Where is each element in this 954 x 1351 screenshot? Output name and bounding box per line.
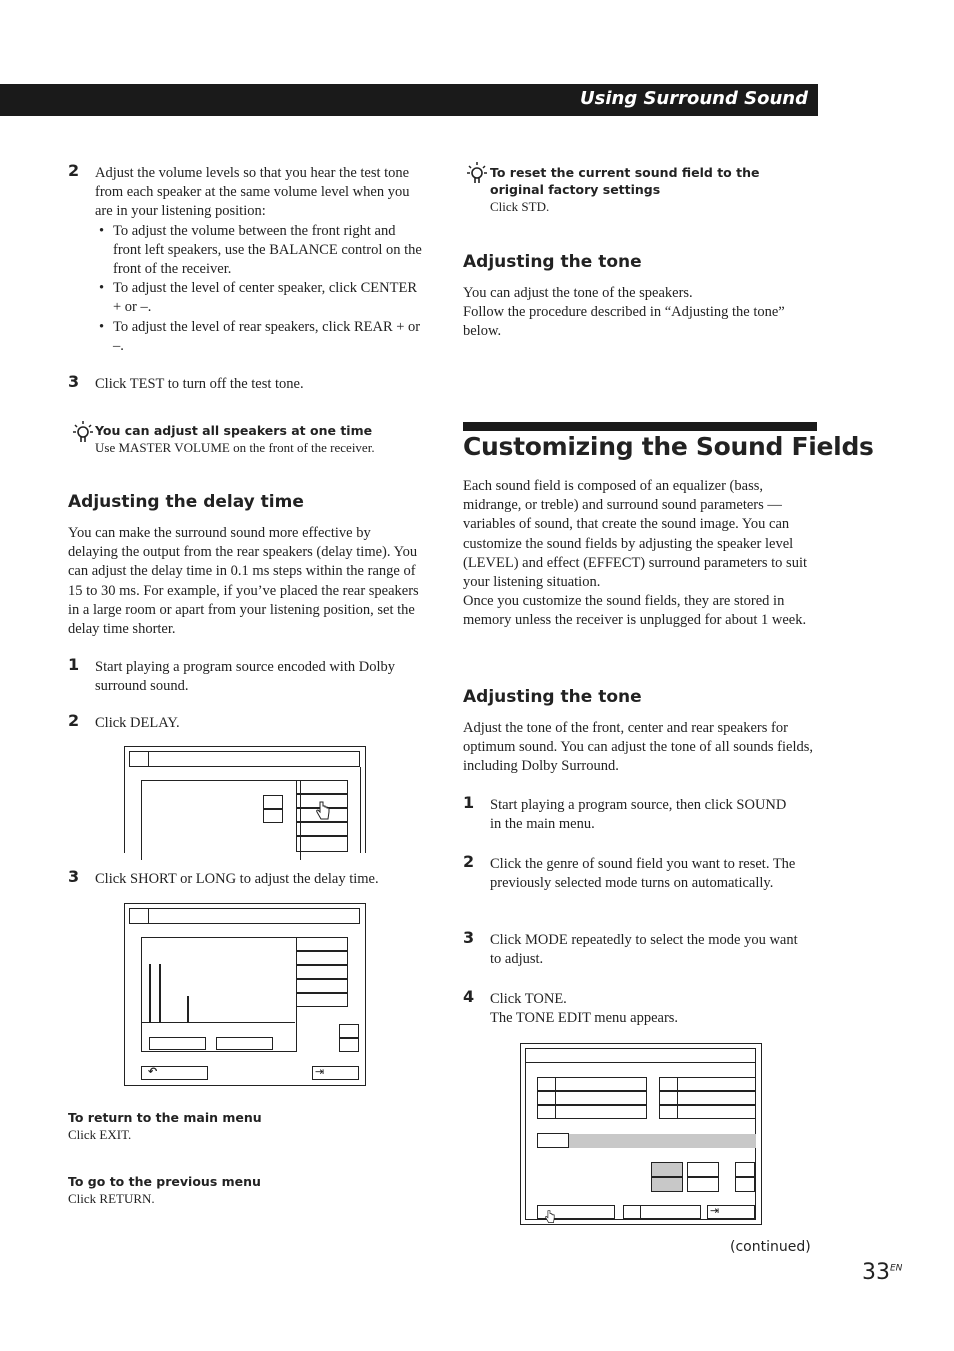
tip-title: To reset the current sound field to the original factory settings xyxy=(490,165,760,197)
tone-body-1: You can adjust the tone of the speakers. Follow the procedure described in “Adjusting the tone” below. xyxy=(463,285,785,340)
screen-button[interactable] xyxy=(296,965,348,979)
right-tip xyxy=(490,164,800,215)
screen-slider[interactable] xyxy=(677,1105,756,1119)
screen-title-box xyxy=(129,908,149,924)
screen-slider[interactable] xyxy=(555,1077,647,1091)
tip-icon-wrap xyxy=(72,420,94,450)
page-suffix: EN xyxy=(890,1263,903,1274)
screen-button[interactable] xyxy=(296,951,348,965)
step-text: Start playing a program source encoded with Dolby surround sound. xyxy=(95,659,395,695)
lightbulb-icon xyxy=(72,420,94,446)
delay-adjust-screen xyxy=(124,903,366,1086)
step-number: 3 xyxy=(68,867,80,886)
step-text: Click DELAY. xyxy=(95,715,180,731)
page-number-wrap xyxy=(862,1260,902,1285)
screen-button[interactable] xyxy=(296,937,348,951)
step-number: 1 xyxy=(463,793,475,812)
exit-button[interactable] xyxy=(707,1205,755,1219)
bullet-item: • To adjust the level of rear speakers, click REAR + or –. xyxy=(95,318,425,356)
screen-slider[interactable] xyxy=(677,1077,756,1091)
step-number: 3 xyxy=(463,928,475,947)
step-text: Click the genre of sound field you want to reset. The previously selected mode turns on automatically. xyxy=(490,856,796,892)
screen-label-box xyxy=(537,1105,556,1119)
screen-button[interactable] xyxy=(735,1177,755,1192)
tone-heading-1: Adjusting the tone xyxy=(463,252,642,272)
step-number: 3 xyxy=(68,372,80,391)
tip-body: Click STD. xyxy=(490,199,550,214)
screen-button[interactable] xyxy=(296,836,348,852)
screen-button[interactable] xyxy=(339,1038,359,1052)
screen-edge xyxy=(360,767,365,853)
exit-icon: ⇥ xyxy=(710,1204,720,1217)
page-number: 33 xyxy=(862,1260,890,1285)
graph-bar xyxy=(187,996,189,1022)
return-button[interactable] xyxy=(141,1066,208,1080)
note-title: To return to the main menu xyxy=(68,1110,262,1125)
screen-title-bar xyxy=(525,1048,756,1063)
exit-button[interactable] xyxy=(312,1066,359,1080)
screen-button[interactable] xyxy=(651,1177,683,1192)
screen-button[interactable] xyxy=(339,1024,359,1038)
screen-button[interactable] xyxy=(735,1162,755,1177)
screen-button[interactable] xyxy=(537,1133,569,1148)
screen-button[interactable] xyxy=(687,1177,719,1192)
delay-heading: Adjusting the delay time xyxy=(68,492,304,512)
step-text: Click TONE. The TONE EDIT menu appears. xyxy=(490,991,679,1027)
screen-label-box xyxy=(659,1077,678,1091)
screen-button[interactable] xyxy=(687,1162,719,1177)
step-number: 2 xyxy=(68,161,80,180)
screen-button[interactable] xyxy=(296,780,348,794)
note-body: Click EXIT. xyxy=(68,1127,132,1142)
screen-label-box xyxy=(537,1091,556,1105)
bullet-list xyxy=(95,222,425,356)
bullet-item: • To adjust the volume between the front right and front left speakers, use the BALANCE control on the front of the receiver. xyxy=(95,222,425,280)
step-number: 4 xyxy=(463,987,475,1006)
screen-label-box xyxy=(537,1077,556,1091)
section-title: Using Surround Sound xyxy=(580,88,808,109)
step-text: Start playing a program source, then click SOUND in the main menu. xyxy=(490,797,787,833)
note-body: Click RETURN. xyxy=(68,1191,155,1206)
graph-bar xyxy=(159,964,161,1022)
screen-button[interactable] xyxy=(296,979,348,993)
note-previous-menu xyxy=(68,1174,261,1207)
section-header-bar xyxy=(0,84,818,116)
screen-button[interactable] xyxy=(651,1162,683,1177)
note-return-main xyxy=(68,1110,262,1143)
left-tip xyxy=(95,422,435,456)
bullet-item: • To adjust the level of center speaker, click CENTER + or –. xyxy=(95,279,425,317)
customize-heading: Customizing the Sound Fields xyxy=(463,432,874,461)
screen-button[interactable] xyxy=(296,993,348,1007)
screen-button[interactable] xyxy=(296,822,348,836)
step-text: Click MODE repeatedly to select the mode you want to adjust. xyxy=(490,932,798,968)
section-rule xyxy=(463,422,817,431)
screen-button[interactable] xyxy=(623,1205,701,1219)
step-number: 2 xyxy=(68,711,80,730)
tone-intro-2: Adjust the tone of the front, center and rear speakers for optimum sound. You can adjust the tone of all sounds fields, including Dolby Surround. xyxy=(463,720,813,775)
step-text: Click TEST to turn off the test tone. xyxy=(95,376,304,392)
screen-label-box xyxy=(659,1091,678,1105)
screen-label-box xyxy=(659,1105,678,1119)
right-tip-icon-wrap xyxy=(466,161,488,191)
step-text: Click SHORT or LONG to adjust the delay time. xyxy=(95,871,379,887)
delay-menu-screen xyxy=(124,746,366,853)
tone-edit-screen xyxy=(520,1043,762,1225)
note-title: To go to the previous menu xyxy=(68,1174,261,1189)
screen-slider[interactable] xyxy=(555,1091,647,1105)
graph-bar xyxy=(149,964,151,1022)
tip-body: Use MASTER VOLUME on the front of the receiver. xyxy=(95,440,375,455)
hand-pointer-icon xyxy=(315,801,331,821)
step-text: Adjust the volume levels so that you hear the test tone from each speaker at the same volume level when you are in your listening position: xyxy=(95,165,410,220)
tip-title: You can adjust all speakers at one time xyxy=(95,423,373,438)
step-number: 1 xyxy=(68,655,80,674)
graph-area xyxy=(141,937,295,1023)
screen-button[interactable] xyxy=(263,809,283,823)
customize-body: Each sound field is composed of an equalizer (bass, midrange, or treble) and surround sound parameters — variables of sound, that create the sound image. You can customize the sound fields by adjusting the speaker level (LEVEL) and effect (EFFECT) surround parameters to suit your listening situation. Once you customize the sound fields, they are stored in memory unless the receiver is unplugged for about 1 week. xyxy=(463,478,808,629)
screen-highlight-bar xyxy=(569,1134,756,1148)
screen-title-bar xyxy=(129,908,360,924)
screen-button[interactable] xyxy=(149,1037,206,1050)
return-icon: ↶ xyxy=(148,1065,158,1078)
hand-pointer-icon xyxy=(543,1210,557,1224)
screen-slider[interactable] xyxy=(555,1105,647,1119)
screen-slider[interactable] xyxy=(677,1091,756,1105)
screen-title-box xyxy=(129,751,149,767)
screen-divider xyxy=(640,1205,642,1219)
step-number: 2 xyxy=(463,852,475,871)
delay-intro: You can make the surround sound more effective by delaying the output from the rear speakers (delay time). You can adjust the delay time in 0.1 ms steps within the range of 15 to 30 ms. For example, if you’ve placed the rear speakers in a large room or apart from your listening position, set the delay time shorter. xyxy=(68,525,419,638)
screen-button[interactable] xyxy=(216,1037,273,1050)
screen-button[interactable] xyxy=(263,795,283,809)
tone-heading-2: Adjusting the tone xyxy=(463,687,642,707)
screen-title-bar xyxy=(129,751,360,767)
lightbulb-icon xyxy=(466,161,488,187)
exit-icon: ⇥ xyxy=(315,1065,325,1078)
continued-label: (continued) xyxy=(730,1239,811,1255)
